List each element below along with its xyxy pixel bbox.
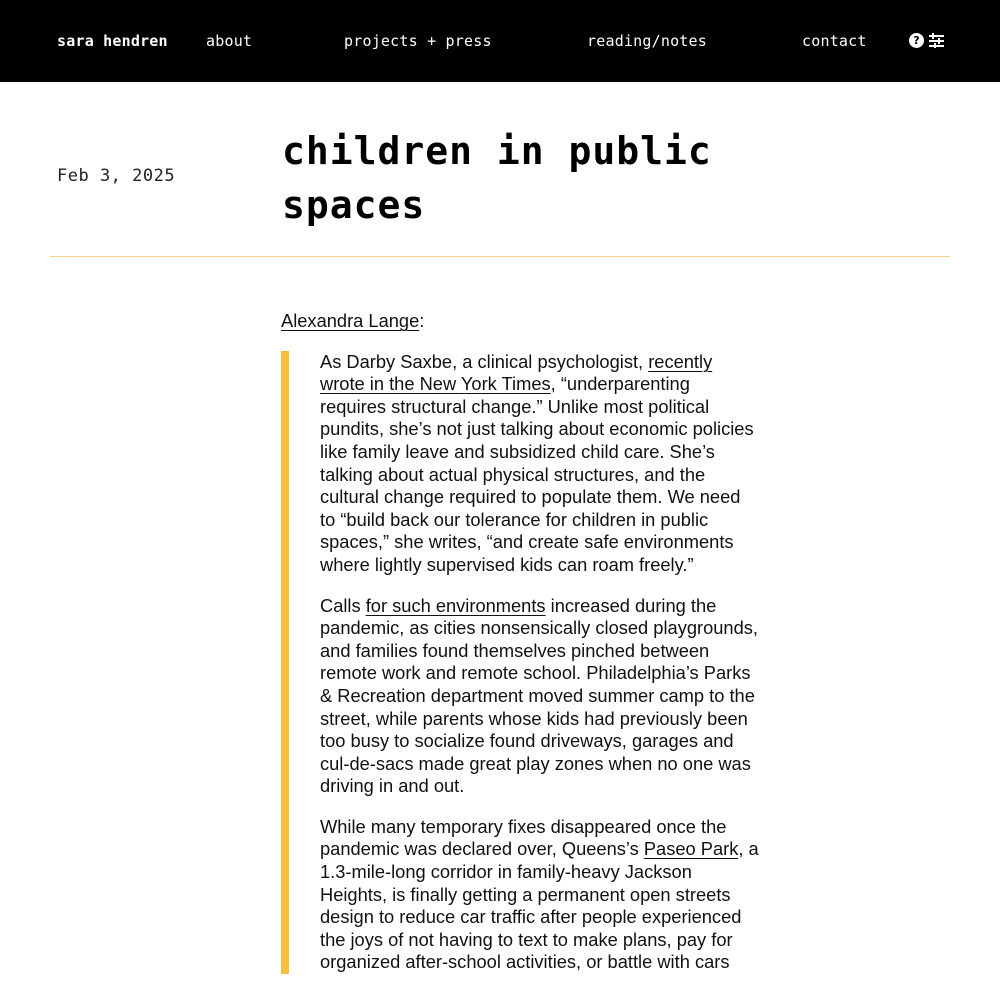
header-icons [909,33,944,48]
post-date: Feb 3, 2025 [57,166,176,186]
attribution [281,310,781,333]
title-divider [50,256,950,257]
article-body [281,310,781,992]
quote-text: Calls [320,594,366,616]
author-link[interactable]: Alexandra Lange [281,310,420,331]
quote-text: , “underparenting requires structural change.” Unlike most political pundits, she’s not just talking about economic policies like family leave and subsidized child care. She’s talking about actual physical structures, and the cultural change required to populate them. We need to “build back our tolerance for children in public spaces,” she writes, “and create safe environments where lightly supervised kids can roam freely.” [320,373,754,575]
post-title: children in public spaces [282,129,712,227]
nav-about[interactable]: about [206,32,253,50]
environments-link[interactable]: for such environments [365,594,546,616]
quote-paragraph-3 [320,816,760,974]
nyt-article-link[interactable]: recently wrote in the New York Times [320,350,713,395]
sliders-icon[interactable] [929,33,944,48]
help-icon[interactable]: ? [909,33,924,48]
quote-paragraph-1 [320,351,760,577]
block-quote [281,351,760,974]
nav-projects-press[interactable]: projects + press [344,32,492,50]
nav-contact[interactable]: contact [802,32,867,50]
nav-reading-notes[interactable]: reading/notes [587,32,707,50]
paseo-park-link[interactable]: Paseo Park [643,838,739,860]
quote-text: increased during the pandemic, as cities nonsensically closed playgrounds, and families found themselves pinched between remote work and remote school. Philadelphia’s Parks & Recreation department moved summer camp to the street, while parents whose kids had previously been too busy to socialize found driveways, garages and cul-de-sacs made great play zones when no one was driving in and out. [320,594,758,797]
top-nav-bar [0,0,1000,82]
quote-paragraph-2 [320,595,760,798]
quote-text: , a 1.3-mile-long corridor in family-heavy Jackson Heights, is finally getting a permanent open streets design to reduce car traffic after people experienced the joys of not having to text to make plans, pay for organized after-school activities, or battle with cars [320,838,759,973]
site-name-link[interactable]: sara hendren [57,32,168,50]
quote-text: While many temporary fixes disappeared once the pandemic was declared over, Queens’s [320,815,727,860]
attribution-colon: : [419,310,425,331]
quote-text: As Darby Saxbe, a clinical psychologist, [320,350,649,372]
